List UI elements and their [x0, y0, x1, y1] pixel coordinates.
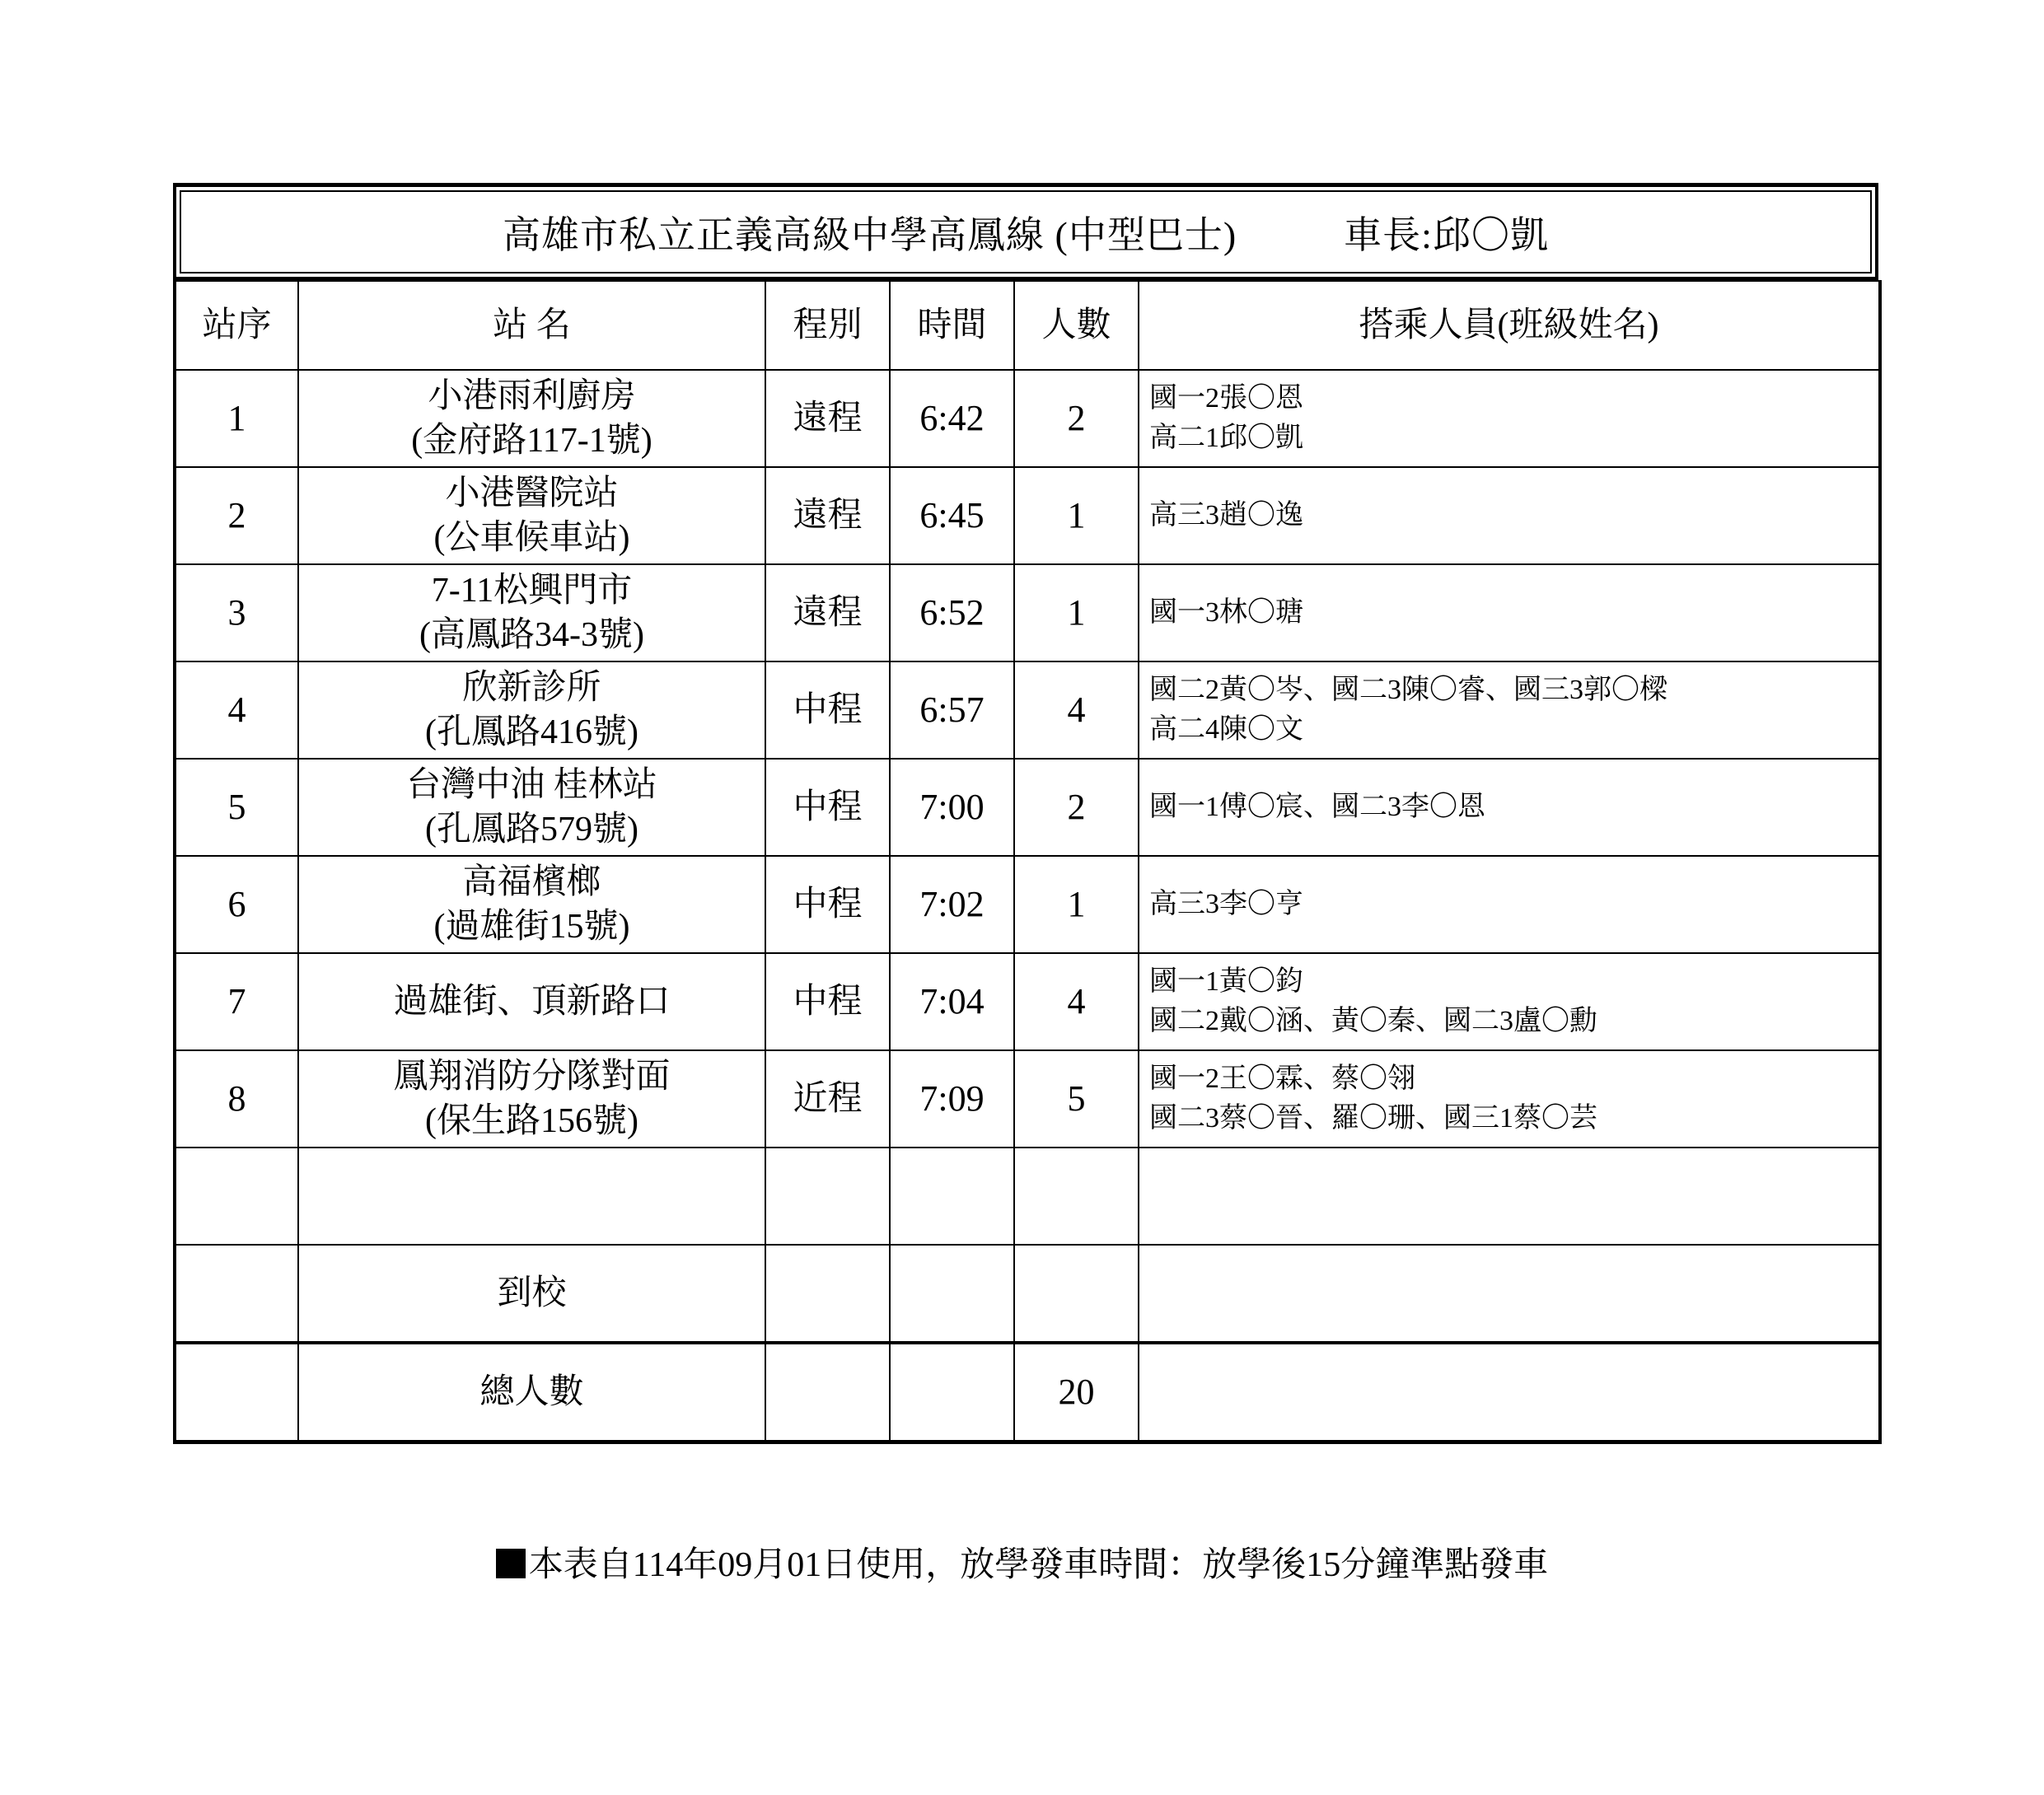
table-row [175, 370, 1880, 467]
stop-passengers [1139, 953, 1880, 1050]
stop-address: (孔鳳路416號) [425, 713, 638, 751]
table-row [175, 467, 1880, 564]
passenger-line: 國一2張〇恩 [1149, 383, 1303, 414]
stop-name: 小港雨利廚房 [428, 377, 636, 415]
table-row [175, 1050, 1880, 1148]
stop-seq: 8 [175, 1050, 298, 1148]
stop-time: 7:00 [890, 759, 1014, 856]
stop-name: 鳳翔消防分隊對面 [393, 1058, 671, 1096]
table-row [175, 856, 1880, 953]
stop-count: 1 [1014, 564, 1139, 661]
stop-address: (保生路156號) [425, 1102, 638, 1140]
stop-name-cell [298, 759, 765, 856]
stop-name: 小港醫院站 [445, 474, 619, 512]
stop-distance: 遠程 [765, 467, 890, 564]
total-row [175, 1343, 1880, 1442]
bus-captain: 車長:邱〇凱 [1344, 213, 1549, 256]
passenger-line: 國一2王〇霖、蔡〇翎 [1149, 1063, 1415, 1094]
stop-passengers [1139, 564, 1880, 661]
stop-name: 高福檳榔 [462, 863, 601, 901]
stop-distance: 遠程 [765, 370, 890, 467]
stop-name-cell [298, 1050, 765, 1148]
table-row [175, 759, 1880, 856]
col-header-time: 時間 [890, 281, 1014, 370]
passenger-line: 高三3李〇亨 [1149, 889, 1303, 919]
stop-seq: 6 [175, 856, 298, 953]
arrive-row [175, 1245, 1880, 1343]
stop-count: 2 [1014, 370, 1139, 467]
passenger-line: 國一1傅〇宸、國二3李〇恩 [1149, 792, 1485, 822]
stop-address: (高鳳路34-3號) [419, 616, 644, 654]
stop-count: 1 [1014, 467, 1139, 564]
col-header-name: 站 名 [298, 281, 765, 370]
passenger-line: 國一3林〇瑭 [1149, 597, 1303, 628]
col-header-passengers: 搭乘人員(班級姓名) [1139, 281, 1880, 370]
table-header [175, 281, 1880, 370]
stop-seq: 7 [175, 953, 298, 1050]
schedule-table [173, 280, 1882, 1444]
stop-passengers [1139, 759, 1880, 856]
col-header-seq: 站序 [175, 281, 298, 370]
stop-name-cell [298, 953, 765, 1050]
stop-address: (過雄街15號) [433, 908, 630, 946]
stop-count: 4 [1014, 661, 1139, 759]
stop-name-cell [298, 467, 765, 564]
stop-count: 2 [1014, 759, 1139, 856]
stop-name-cell [298, 856, 765, 953]
table-row [175, 953, 1880, 1050]
stop-time: 7:02 [890, 856, 1014, 953]
stop-name: 7-11松興門市 [431, 572, 633, 610]
note-text: 本表自114年09月01日使用，放學發車時間：放學後15分鐘準點發車 [528, 1546, 1549, 1584]
passenger-line: 高三3趙〇逸 [1149, 500, 1303, 531]
passenger-line: 國一1黃〇鈞 [1149, 966, 1303, 997]
stop-passengers [1139, 467, 1880, 564]
col-header-count: 人數 [1014, 281, 1139, 370]
stop-time: 6:45 [890, 467, 1014, 564]
stop-seq: 5 [175, 759, 298, 856]
stop-count: 5 [1014, 1050, 1139, 1148]
stop-distance: 中程 [765, 856, 890, 953]
stop-time: 6:57 [890, 661, 1014, 759]
total-count: 20 [1014, 1343, 1139, 1442]
stop-name: 過雄街、頂新路口 [393, 983, 671, 1021]
footer-note [0, 1537, 2044, 1587]
passenger-line: 國二2黃〇岑、國二3陳〇睿、國三3郭〇樑 [1149, 675, 1667, 705]
stop-count: 1 [1014, 856, 1139, 953]
stop-name-cell [298, 661, 765, 759]
stop-name-cell [298, 370, 765, 467]
passenger-line: 高二1邱〇凱 [1149, 423, 1303, 453]
passenger-line: 國二3蔡〇晉、羅〇珊、國三1蔡〇芸 [1149, 1103, 1597, 1134]
arrive-label: 到校 [298, 1245, 765, 1343]
stop-passengers [1139, 856, 1880, 953]
stop-address: (孔鳳路579號) [425, 811, 638, 848]
route-title: 高雄市私立正義高級中學高鳳線 (中型巴士) [503, 213, 1237, 256]
passenger-line: 國二2戴〇涵、黃〇秦、國二3盧〇勳 [1149, 1006, 1597, 1036]
stop-distance: 中程 [765, 953, 890, 1050]
stop-seq: 4 [175, 661, 298, 759]
stop-passengers [1139, 1050, 1880, 1148]
stop-name: 台灣中油 桂林站 [406, 766, 657, 804]
col-header-dist: 程別 [765, 281, 890, 370]
stop-time: 7:09 [890, 1050, 1014, 1148]
stop-time: 6:42 [890, 370, 1014, 467]
stop-name-cell [298, 564, 765, 661]
stop-count: 4 [1014, 953, 1139, 1050]
stop-seq: 2 [175, 467, 298, 564]
stop-time: 7:04 [890, 953, 1014, 1050]
stop-seq: 3 [175, 564, 298, 661]
stop-distance: 中程 [765, 759, 890, 856]
passenger-line: 高二4陳〇文 [1149, 714, 1303, 745]
table-row [175, 661, 1880, 759]
stop-passengers [1139, 370, 1880, 467]
stop-distance: 遠程 [765, 564, 890, 661]
stop-passengers [1139, 661, 1880, 759]
stop-distance: 近程 [765, 1050, 890, 1148]
stop-name: 欣新診所 [462, 669, 601, 707]
stop-distance: 中程 [765, 661, 890, 759]
title-row [173, 183, 1878, 280]
stop-address: (金府路117-1號) [411, 422, 652, 460]
table-row [175, 564, 1880, 661]
empty-row [175, 1148, 1880, 1245]
stop-time: 6:52 [890, 564, 1014, 661]
square-bullet-icon [496, 1549, 526, 1578]
stop-seq: 1 [175, 370, 298, 467]
total-label: 總人數 [298, 1343, 765, 1442]
stop-address: (公車候車站) [433, 519, 630, 557]
